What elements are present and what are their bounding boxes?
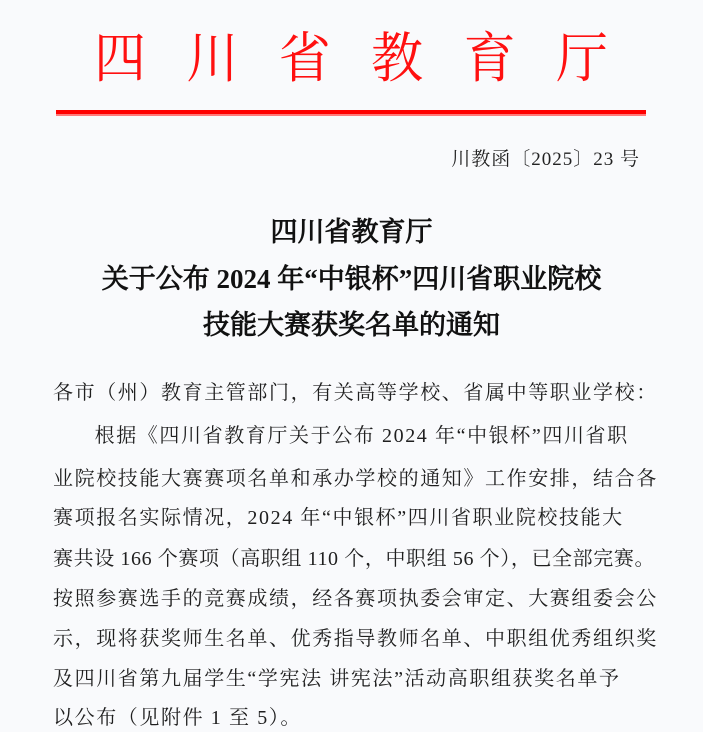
masthead-char: 厅 [555, 27, 608, 91]
masthead-char: 省 [278, 27, 331, 91]
body-line: 业院校技能大赛赛项名单和承办学校的通知》工作安排，结合各 [53, 468, 658, 490]
document-number: 川教函〔2025〕23 号 [451, 149, 640, 170]
title-line-3: 技能大赛获奖名单的通知 [203, 310, 500, 340]
body-line: 赛共设 166 个赛项（高职组 110 个，中职组 56 个），已全部完赛。 [53, 548, 656, 570]
masthead-char: 川 [186, 27, 239, 91]
body-line: 根据《四川省教育厅关于公布 2024 年“中银杯”四川省职 [73, 425, 629, 447]
title-line-1: 四川省教育厅 [270, 217, 433, 247]
masthead-char: 育 [463, 27, 516, 91]
masthead [56, 24, 646, 94]
masthead-char: 教 [371, 27, 424, 91]
body-line: 赛项报名实际情况，2024 年“中银杯”四川省职业院校技能大 [53, 507, 624, 529]
body-line: 以公布（见附件 1 至 5）。 [53, 707, 302, 729]
body-line: 示，现将获奖师生名单、优秀指导教师名单、中职组优秀组织奖 [53, 628, 658, 650]
masthead-char: 四 [94, 27, 147, 91]
red-header-rule-thin [56, 114, 646, 116]
body-line: 按照参赛选手的竞赛成绩，经各赛项执委会审定、大赛组委会公 [53, 588, 658, 610]
title-line-2: 关于公布 2024 年“中银杯”四川省职业院校 [101, 264, 602, 294]
salutation: 各市（州）教育主管部门，有关高等学校、省属中等职业学校： [53, 382, 658, 404]
body-line: 及四川省第九届学生“学宪法 讲宪法”活动高职组获奖名单予 [53, 668, 621, 690]
